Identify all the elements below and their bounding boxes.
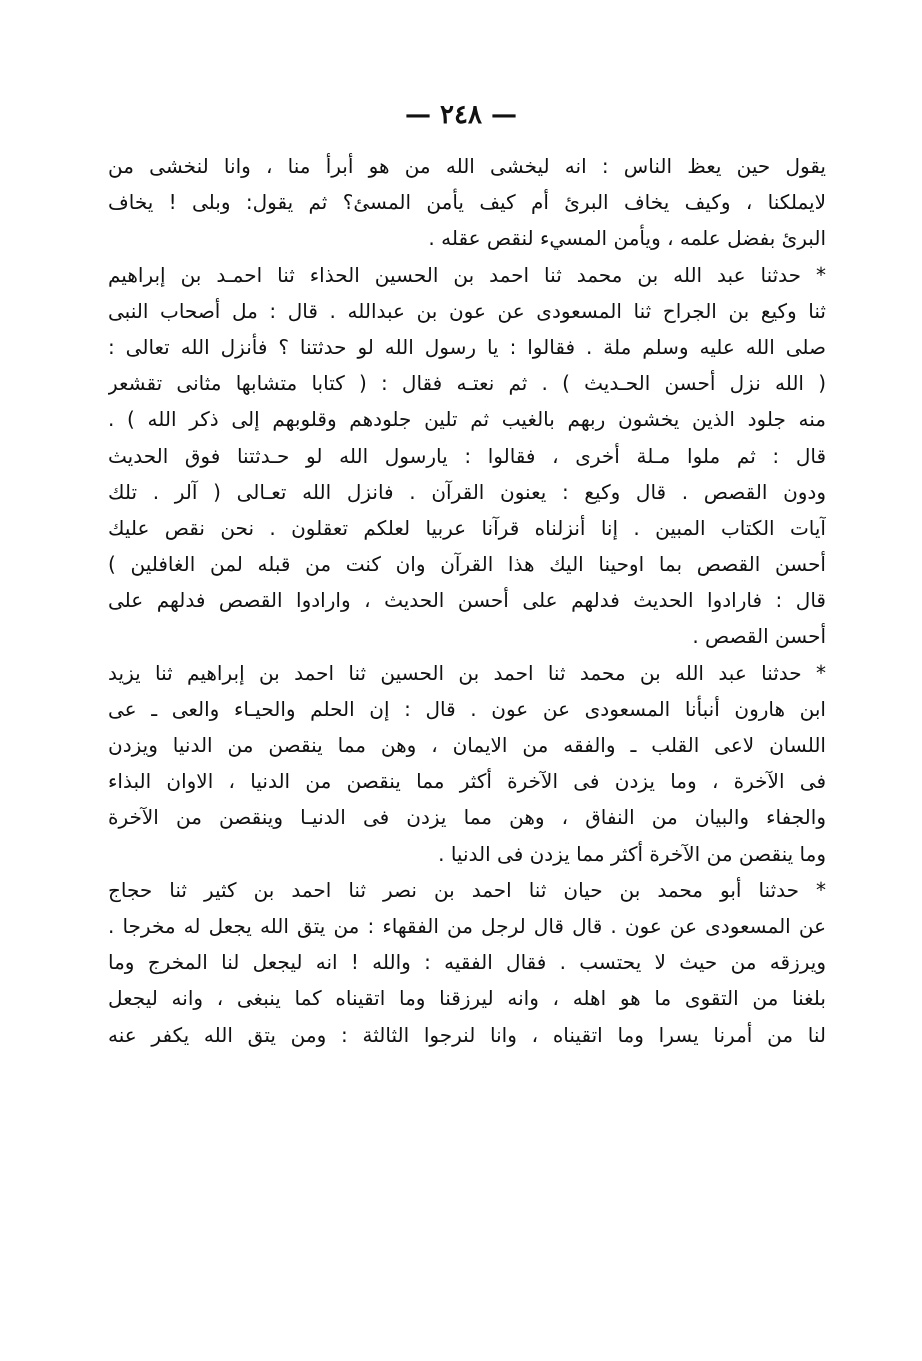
text-line: ثنا وكيع بن الجراح ثنا المسعودى عن عون بن عبدالله . قال : مل أصحاب النبى	[108, 298, 826, 323]
text-line: منه جلود الذين يخشون ربهم بالغيب ثم تلين جلودهم وقلوبهم إلى ذكر الله ) .	[108, 407, 826, 432]
paragraph	[108, 872, 826, 1053]
text-line: لايملكنا ، وكيف يخاف البرئ أم كيف يأمن المسئ؟ ثم يقول: وبلى ! يخاف	[108, 190, 826, 215]
text-line: قال : ثم ملوا مـلة أخرى ، فقالوا : يارسول الله لو حـدثتنا فوق الحديث	[108, 443, 826, 468]
text-line: عن المسعودى عن عون . قال قال لرجل من الفقهاء : من يتق الله يجعل له مخرجا .	[108, 913, 826, 938]
text-line: وما ينقصن من الآخرة أكثر مما يزدن فى الدنيا .	[438, 841, 826, 866]
text-line: صلى الله عليه وسلم ملة . فقالوا : يا رسول الله لو حدثتنا ؟ فأنزل الله تعالى :	[108, 334, 826, 359]
text-line: ( الله نزل أحسن الحـديث ) . ثم نعتـه فقال : ( كتابا متشابها مثانى تقشعر	[108, 371, 826, 396]
text-line: آيات الكتاب المبين . إنا أنزلناه قرآنا عربيا لعلكم تعقلون . نحن نقص عليك	[108, 515, 826, 540]
paragraph	[108, 148, 826, 257]
text-line: ويرزقه من حيث لا يحتسب . فقال الفقيه : والله ! انه ليجعل لنا المخرج وما	[108, 950, 826, 975]
text-line: * حدثنا عبد الله بن محمد ثنا احمد بن الحسين الحذاء ثنا احمـد بن إبراهيم	[108, 262, 826, 287]
text-line: والجفاء والبيان من النفاق ، وهن مما يزدن فى الدنيـا وينقصن من الآخرة	[108, 805, 826, 830]
page-body	[108, 148, 826, 1053]
page-number: — ٢٤٨ —	[404, 100, 518, 130]
text-line: ابن هارون أنبأنا المسعودى عن عون . قال : إن الحلم والحيـاء والعى ـ عى	[108, 696, 826, 721]
text-line: * حدثنا عبد الله بن محمد ثنا احمد بن الحسين ثنا احمد بن إبراهيم ثنا يزيد	[108, 660, 826, 685]
text-line: قال : فارادوا الحديث فدلهم على أحسن الحديث ، وارادوا القصص فدلهم على	[108, 588, 826, 613]
paragraph	[108, 655, 826, 872]
text-line: ودون القصص . قال وكيع : يعنون القرآن . فانزل الله تعـالى ( آلر . تلك	[108, 479, 826, 504]
text-line: أحسن القصص بما اوحينا اليك هذا القرآن وان كنت من قبله لمن الغافلين )	[108, 552, 826, 577]
paragraph	[108, 257, 826, 655]
text-line: بلغنا من التقوى ما هو اهله ، وانه ليرزقنا وما اتقيناه كما ينبغى ، وانه ليجعل	[108, 986, 826, 1011]
text-line: لنا من أمرنا يسرا وما اتقيناه ، وانا لنرجوا الثالثة : ومن يتق الله يكفر عنه	[108, 1022, 826, 1047]
text-line: اللسان لاعى القلب ـ والفقه من الايمان ، وهن مما ينقصن من الدنيا ويزدن	[108, 733, 826, 757]
text-line: * حدثنا أبو محمد بن حيان ثنا احمد بن نصر ثنا احمد بن كثير ثنا حجاج	[108, 877, 826, 902]
text-line: أحسن القصص .	[692, 624, 826, 649]
text-line: فى الآخرة ، وما يزدن فى الآخرة أكثر مما ينقصن من الدنيا ، الاوان البذاء	[108, 769, 826, 794]
text-line: البرئ بفضل علمه ، ويأمن المسيء لنقص عقله .	[428, 226, 826, 251]
text-line: يقول حين يعظ الناس : انه ليخشى الله من هو أبرأ منا ، وانا لنخشى من	[108, 154, 826, 178]
